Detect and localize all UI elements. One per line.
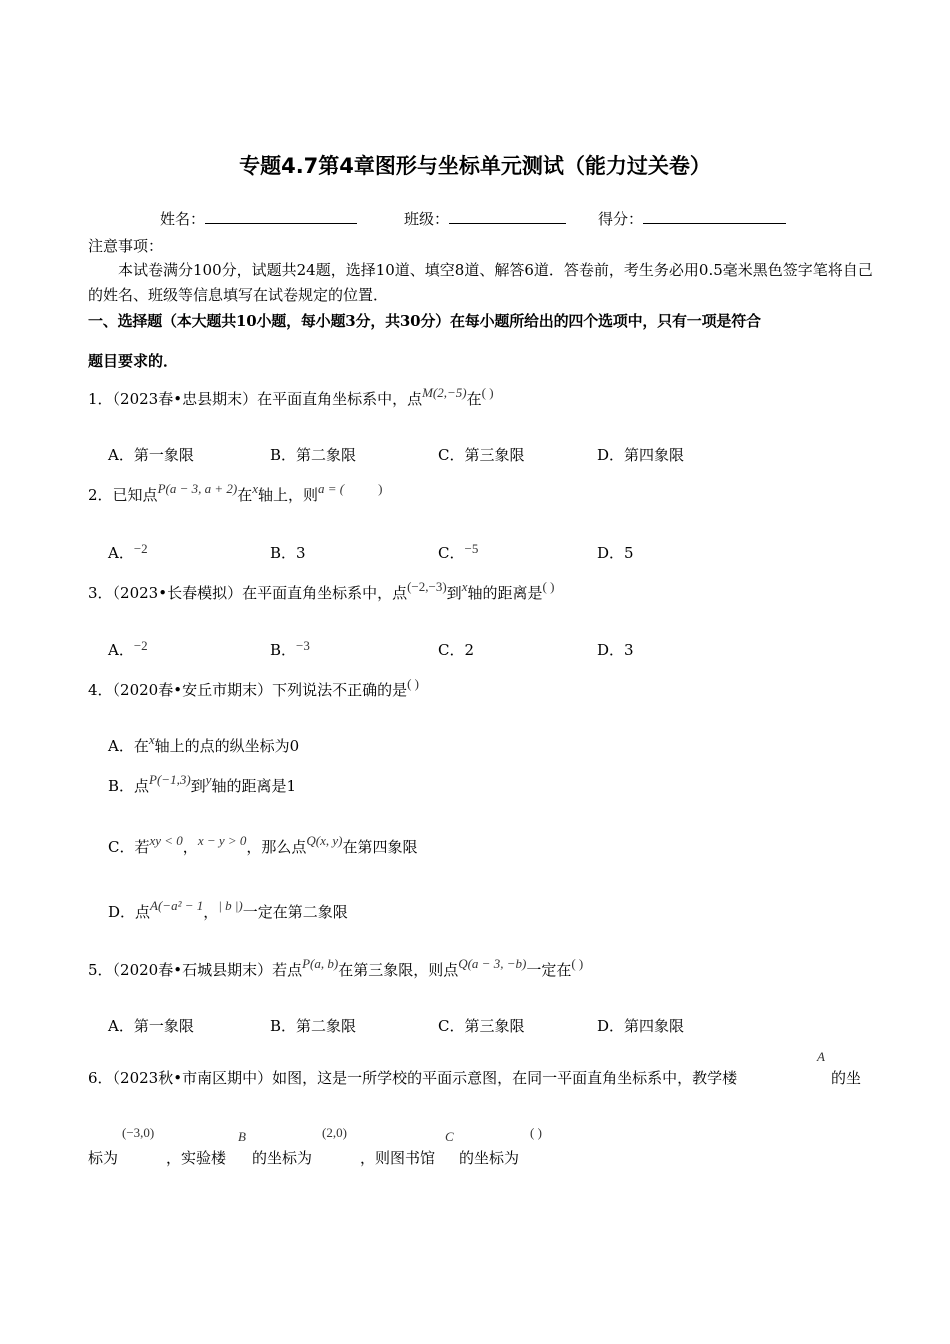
math-expression: x [461, 579, 468, 594]
math-expression: (−2,−3) [407, 579, 447, 594]
option-label: A． [108, 544, 134, 562]
math-variable-c: C [445, 1129, 454, 1144]
question-4 [88, 676, 420, 700]
question-text: 在平面直角坐标系中，点 [257, 390, 423, 408]
option-text: B．点 [108, 777, 150, 795]
option-text: 到 [190, 777, 206, 795]
name-input-line[interactable] [205, 209, 357, 224]
option-b[interactable]: B．第二象限 [270, 1017, 357, 1035]
option-text: ， [203, 903, 219, 921]
answer-paren: ( ) [481, 385, 494, 400]
question-number: 3． [88, 584, 113, 602]
option-a[interactable] [108, 542, 148, 563]
question-text: 在 [237, 486, 253, 504]
question-text: 在 [466, 390, 482, 408]
question-text: 轴的距离是 [467, 584, 543, 602]
question-text: 如图，这是一所学校的平面示意图，在同一平面直角坐标系中，教学楼 [272, 1069, 738, 1087]
option-text: D．点 [108, 903, 151, 921]
question-source: （2020春•安丘市期末） [112, 681, 273, 699]
option-label: B． [270, 641, 297, 659]
math-expression: | b |) [218, 898, 243, 913]
question-5 [88, 956, 584, 980]
math-expression: a = ( [318, 481, 345, 496]
page-title: 专题4.7第4章图形与坐标单元测试（能力过关卷） [239, 154, 711, 178]
score-field-group [598, 208, 786, 229]
math-expression: (2,0) [322, 1125, 347, 1140]
question-2 [88, 481, 383, 505]
math-variable-a: A [817, 1049, 825, 1064]
question-text: 已知点 [112, 486, 158, 504]
question-text: 下列说法不正确的是 [272, 681, 408, 699]
option-a[interactable] [108, 732, 300, 756]
math-expression: x [252, 481, 259, 496]
question-number: 1． [88, 390, 113, 408]
option-label: A． [108, 641, 134, 659]
question-source: （2020春•石城县期末） [112, 961, 273, 979]
section-heading-line1: 一、选择题（本大题共10小题，每小题3分，共30分）在每小题所给出的四个选项中，只有一项是符合 [88, 312, 761, 330]
question-text: 若点 [272, 961, 303, 979]
option-text: 在第四象限 [342, 838, 418, 856]
option-a[interactable] [108, 639, 148, 660]
question-text: ，则图书馆 [360, 1149, 436, 1167]
question-1 [88, 385, 494, 409]
answer-paren: ( ) [407, 676, 420, 691]
question-text: 到 [446, 584, 462, 602]
question-number: 4． [88, 681, 113, 699]
answer-paren: ( ) [571, 956, 584, 971]
section-heading-line2: 题目要求的． [88, 352, 179, 370]
math-expression: (−3,0) [122, 1125, 155, 1140]
option-text: ，那么点 [246, 838, 307, 856]
option-d[interactable]: D．第四象限 [597, 446, 685, 464]
question-source: （2023秋•市南区期中） [112, 1069, 273, 1087]
name-field-group [160, 208, 357, 229]
option-c[interactable] [438, 542, 478, 563]
math-expression: −2 [133, 638, 148, 653]
question-text: 的坐标为 [459, 1149, 520, 1167]
class-label: 班级： [404, 210, 450, 228]
question-text: 在第三象限，则点 [338, 961, 459, 979]
math-expression: y [205, 772, 212, 787]
question-text: 在平面直角坐标系中，点 [242, 584, 408, 602]
math-expression: A(−a² − 1 [150, 898, 204, 913]
option-d[interactable]: D．5 [597, 544, 634, 562]
class-field-group [404, 208, 566, 229]
score-label: 得分： [598, 210, 644, 228]
question-number: 5． [88, 961, 113, 979]
option-a[interactable]: A．第一象限 [108, 1017, 194, 1035]
math-expression: P(a, b) [302, 956, 339, 971]
question-text: ，实验楼 [166, 1149, 227, 1167]
option-label: C． [438, 544, 465, 562]
option-text: 一定在第二象限 [242, 903, 348, 921]
question-3 [88, 579, 555, 603]
option-d[interactable]: D．第四象限 [597, 1017, 685, 1035]
option-c[interactable]: C．第三象限 [438, 446, 525, 464]
option-b[interactable]: B．3 [270, 544, 306, 562]
math-expression: x − y > 0 [197, 833, 247, 848]
question-text: 的坐 [831, 1069, 862, 1087]
math-expression: −5 [464, 541, 479, 556]
option-text: 轴的距离是1 [211, 777, 296, 795]
option-d[interactable] [108, 898, 348, 922]
option-text: 轴上的点的纵坐标为0 [154, 737, 300, 755]
question-source: （2023•长春模拟） [112, 584, 243, 602]
math-expression: M(2,−5) [422, 385, 467, 400]
question-text: 轴上，则 [258, 486, 319, 504]
question-text: 一定在 [526, 961, 572, 979]
class-input-line[interactable] [449, 209, 566, 224]
math-expression: Q(x, y) [306, 833, 343, 848]
notice-heading: 注意事项： [88, 237, 164, 255]
math-expression: Q(a − 3, −b) [458, 956, 527, 971]
name-label: 姓名： [160, 210, 206, 228]
math-expression: xy < 0 [149, 833, 183, 848]
question-6-line1 [88, 1067, 737, 1088]
option-b[interactable] [108, 772, 296, 796]
question-text: 标为 [88, 1149, 119, 1167]
option-d[interactable]: D．3 [597, 641, 634, 659]
math-expression: x [148, 732, 155, 747]
math-expression: P(a − 3, a + 2) [157, 481, 238, 496]
question-number: 6． [88, 1069, 113, 1087]
answer-paren: ( ) [530, 1125, 542, 1140]
question-number: 2． [88, 486, 113, 504]
answer-paren: ( ) [542, 579, 555, 594]
math-expression: −2 [133, 541, 148, 556]
score-input-line[interactable] [643, 209, 786, 224]
answer-paren: ) [378, 481, 383, 496]
option-c[interactable]: C．2 [438, 641, 475, 659]
option-text: ， [182, 838, 198, 856]
math-variable-b: B [238, 1129, 246, 1144]
question-source: （2023春•忠县期末） [112, 390, 258, 408]
option-a[interactable]: A．第一象限 [108, 446, 194, 464]
option-c[interactable] [108, 833, 418, 857]
math-expression: P(−1,3) [149, 772, 191, 787]
notice-body: 本试卷满分100分，试题共24题，选择10道、填空8道、解答6道．答卷前，考生务必用0.5毫米黑色签字笔将自己的姓名、班级等信息填写在试卷规定的位置． [88, 261, 873, 304]
option-text: A．在 [108, 737, 149, 755]
option-c[interactable]: C．第三象限 [438, 1017, 525, 1035]
math-expression: −3 [296, 638, 310, 653]
option-b[interactable] [270, 639, 310, 660]
option-text: C．若 [108, 838, 150, 856]
option-b[interactable]: B．第二象限 [270, 446, 357, 464]
question-text: 的坐标为 [252, 1149, 313, 1167]
